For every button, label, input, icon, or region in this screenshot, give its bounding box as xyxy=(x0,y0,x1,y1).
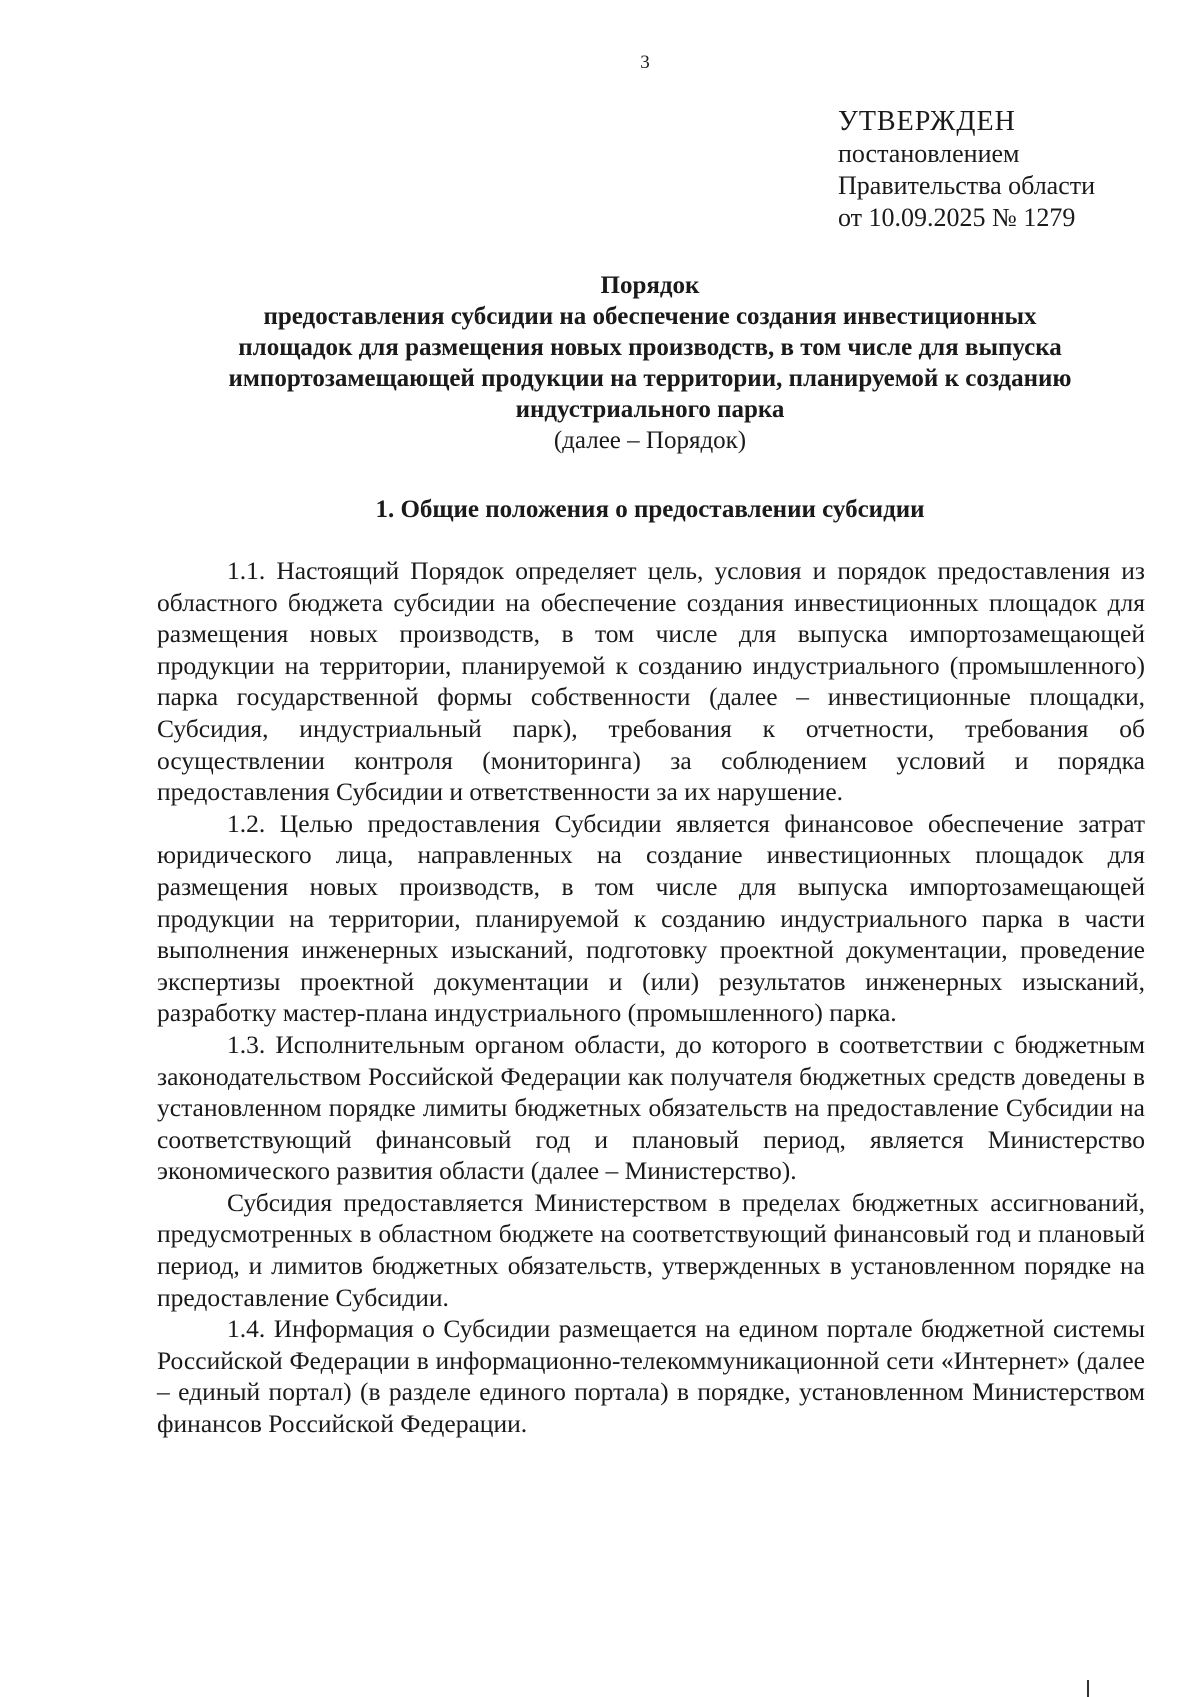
title-line: площадок для размещения новых производств, в том числе для выпуска xyxy=(238,334,1062,361)
approval-line: постановлением xyxy=(838,139,1020,168)
page-number: 3 xyxy=(640,52,650,73)
paragraph: 1.3. Исполнительным органом области, до которого в соответствии с бюджетным законодательством Российской Федерации как получателя бюджетных средств доведены в установленном порядке лимиты бюджетных обязательств на предоставление Субсидии на соответствующий финансовый год и плановый период, является Министерство экономического развития области (далее – Министерство). xyxy=(157,1029,1145,1186)
title-word: Порядок xyxy=(600,272,700,299)
title-line: импортозамещающей продукции на территории, планируемой к созданию xyxy=(228,365,1072,392)
paragraph: Субсидия предоставляется Министерством в пределах бюджетных ассигнований, предусмотренных в областном бюджете на соответствующий финансовый год и плановый период, и лимитов бюджетных обязательств, утвержденных в установленном порядке на предоставление Субсидии. xyxy=(157,1187,1145,1312)
section-heading: 1. Общие положения о предоставлении субсидии xyxy=(375,496,925,523)
paragraph: 1.1. Настоящий Порядок определяет цель, условия и порядок предоставления из областного бюджета субсидии на обеспечение создания инвестиционных площадок для размещения новых производств, в том числе для выпуска импортозамещающей продукции на территории, планируемой к созданию индустриального (промышленного) парка государственной формы собственности (далее – инвестиционные площадки, Субсидия, индустриальный парк), требования к отчетности, требования об осуществлении контроля (мониторинга) за соблюдением условий и порядка предоставления Субсидии и ответственности за их нарушение. xyxy=(157,556,1145,807)
paragraph: 1.4. Информация о Субсидии размещается на едином портале бюджетной системы Российской Федерации в информационно-телекоммуникационной сети «Интернет» (далее – единый портал) (в разделе единого портала) в порядке, установленном Министерством финансов Российской Федерации. xyxy=(157,1314,1145,1439)
body-text xyxy=(157,555,1145,1440)
title-line: индустриального парка xyxy=(515,396,785,423)
approval-line: Правительства области xyxy=(838,171,1096,200)
paragraph: 1.2. Целью предоставления Субсидии является финансовое обеспечение затрат юридического лица, направленных на создание инвестиционных площадок для размещения новых производств, в том числе для выпуска импортозамещающей продукции на территории, планируемой к созданию индустриального парка в части выполнения инженерных изысканий, подготовку проектной документации, проведение экспертизы проектной документации и (или) результатов инженерных изысканий, разработку мастер-плана индустриального (промышленного) парка. xyxy=(157,808,1145,1028)
title-subtitle: (далее – Порядок) xyxy=(553,427,747,454)
document-title xyxy=(140,270,1160,456)
scan-corner-mark xyxy=(1087,1680,1089,1697)
approval-date-number: от 10.09.2025 № 1279 xyxy=(838,203,1076,232)
title-line: предоставления субсидии на обеспечение создания инвестиционных xyxy=(263,303,1037,330)
approval-stamp-block xyxy=(838,106,1095,234)
approval-title: УТВЕРЖДЕН xyxy=(838,106,1016,137)
